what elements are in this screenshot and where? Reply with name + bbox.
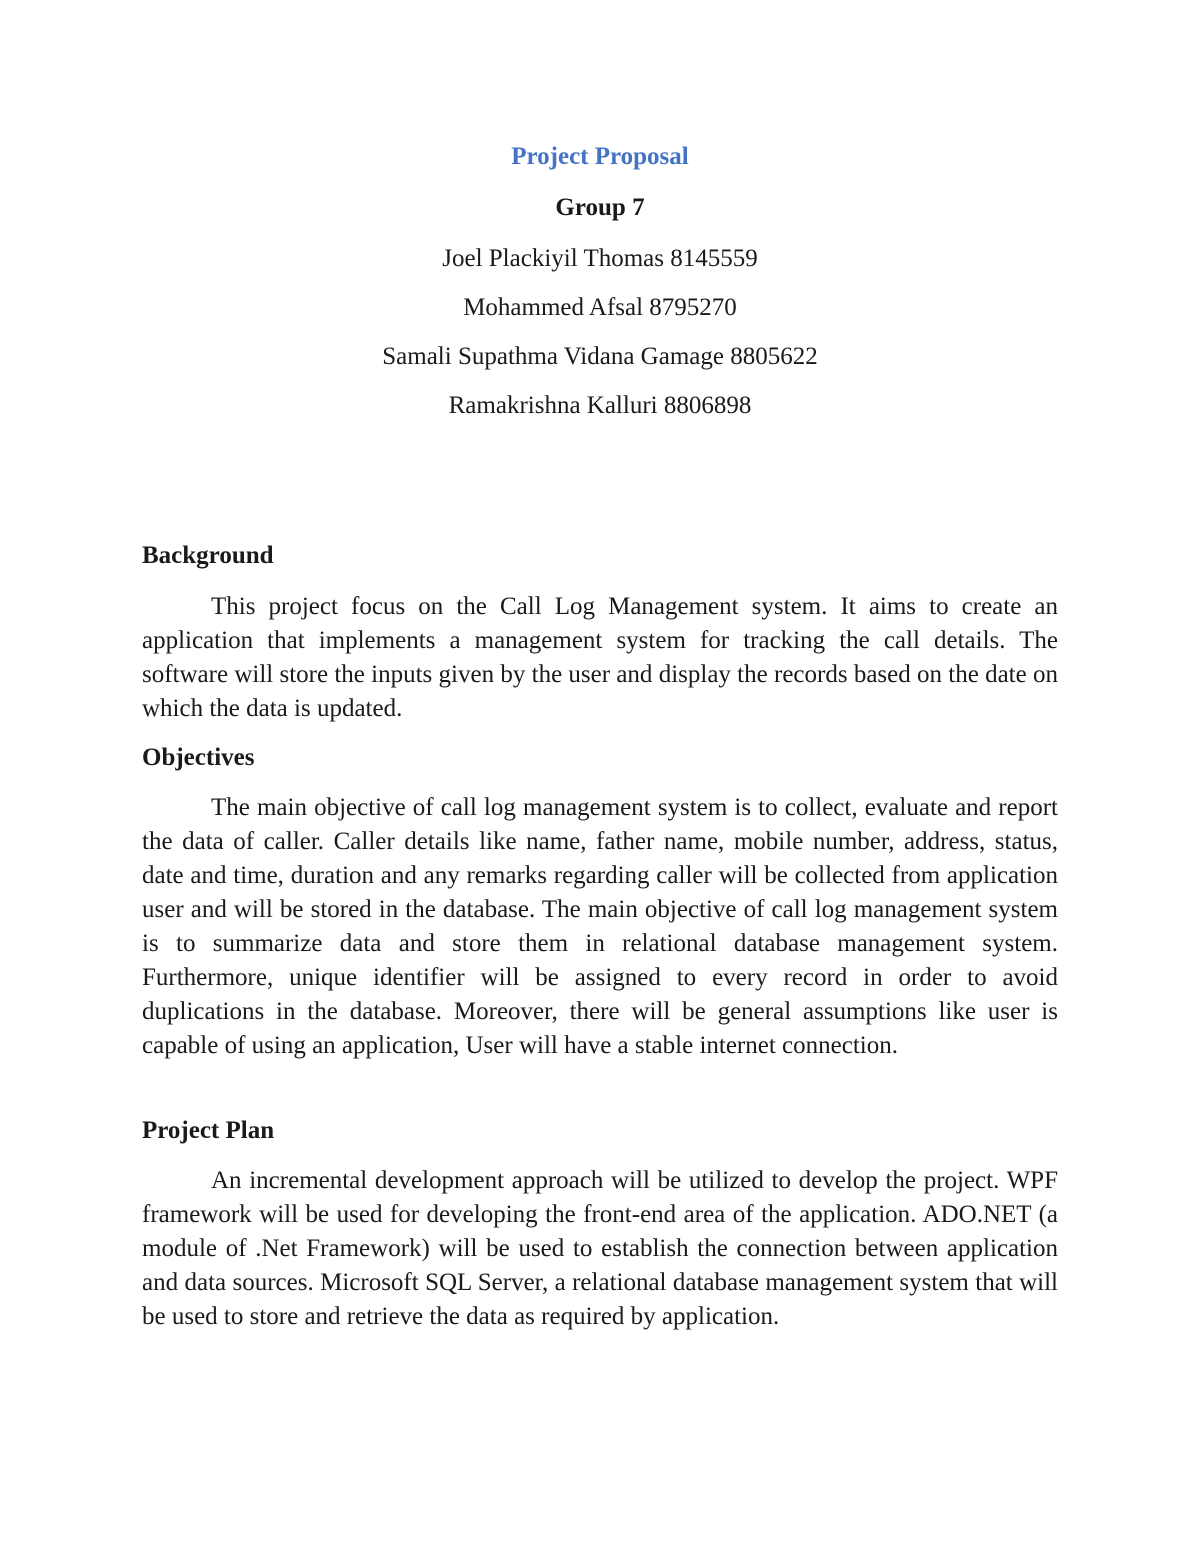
background-heading: Background <box>142 542 274 569</box>
objectives-paragraph: The main objective of call log management system is to collect, evaluate and report the data of caller. Caller details like name, father name, mobile number, address, status, date and time, duration and any remarks regarding caller will be collected from application user and will be stored in the database. The main objective of call log management system is to summarize data and store them in relational database management system. Furthermore, unique identifier will be assigned to every record in order to avoid duplications in the database. Moreover, there will be general assumptions like user is capable of using an application, User will have a stable internet connection. <box>142 794 1058 1059</box>
project-plan-heading: Project Plan <box>142 1117 275 1144</box>
document-title: Project Proposal <box>511 143 689 170</box>
member-line-3: Samali Supathma Vidana Gamage 8805622 <box>382 343 818 370</box>
member-line-2: Mohammed Afsal 8795270 <box>463 294 737 321</box>
objectives-heading: Objectives <box>142 744 255 771</box>
group-name: Group 7 <box>555 194 645 221</box>
member-line-1: Joel Plackiyil Thomas 8145559 <box>442 245 758 272</box>
background-paragraph: This project focus on the Call Log Management system. It aims to create an application that implements a management system for tracking the call details. The software will store the inputs given by the user and display the records based on the date on which the data is updated. <box>142 593 1058 722</box>
project-plan-paragraph: An incremental development approach will be utilized to develop the project. WPF framework will be used for developing the front-end area of the application. ADO.NET (a module of .Net Framework) will be used to establish the connection between application and data sources. Microsoft SQL Server, a relational database management system that will be used to store and retrieve the data as required by application. <box>142 1167 1058 1330</box>
member-line-4: Ramakrishna Kalluri 8806898 <box>448 392 752 419</box>
